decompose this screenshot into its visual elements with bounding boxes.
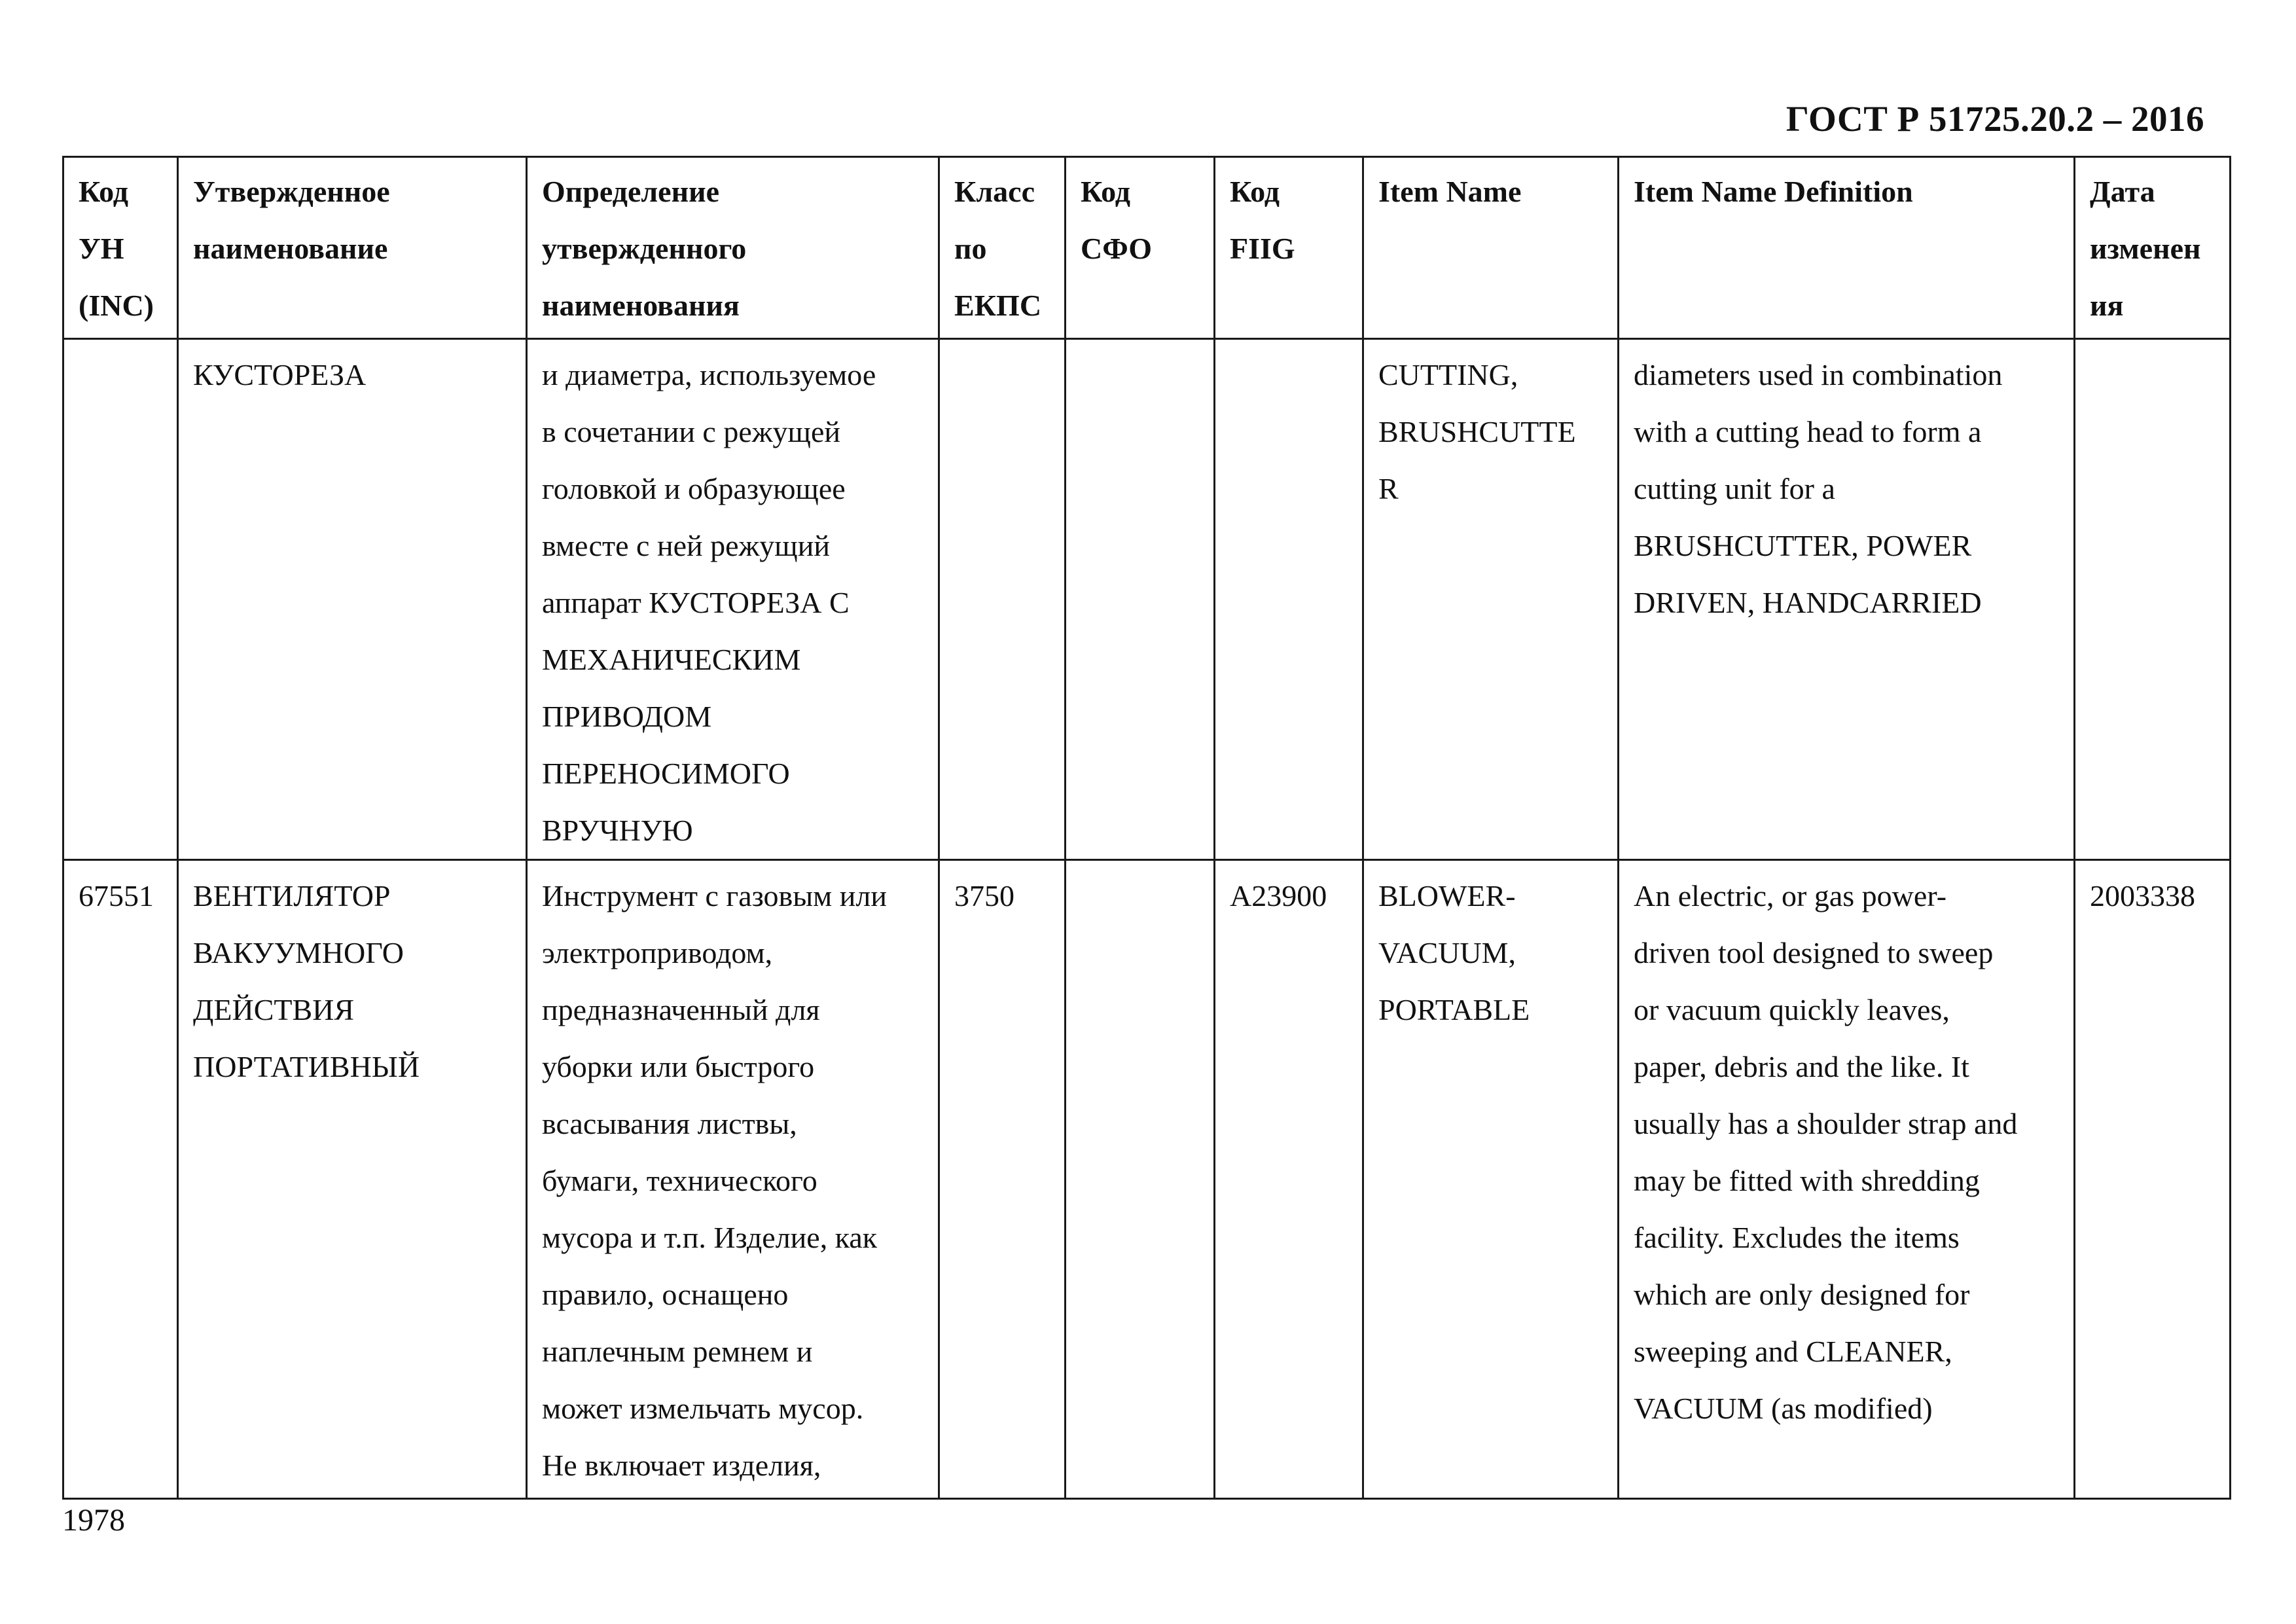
cell-approved-name: КУСТОРЕЗА	[178, 339, 527, 860]
cell-sfo-code	[1066, 860, 1215, 1499]
cell-item-name-definition: An electric, or gas power- driven tool designed to sweep or vacuum quickly leaves, paper, debris and the like. It usually has a shoulder strap and may be fitted with shredding facility. Excludes the items which are only designed for sweeping and CLEANER, VACUUM (as modified)	[1619, 860, 2075, 1499]
cell-inc	[63, 339, 178, 860]
cell-definition: и диаметра, используемое в сочетании с режущей головкой и образующее вместе с ней режущий аппарат КУСТОРЕЗА С МЕХАНИЧЕСКИМ ПРИВОДОМ ПЕРЕНОСИМОГО ВРУЧНУЮ	[527, 339, 939, 860]
page-number: 1978	[62, 1503, 125, 1538]
cell-sfo-code	[1066, 339, 1215, 860]
cell-item-name-definition: diameters used in combination with a cutting head to form a cutting unit for a BRUSHCUTTER, POWER DRIVEN, HANDCARRIED	[1619, 339, 2075, 860]
page-header: ГОСТ Р 51725.20.2 – 2016	[1785, 99, 2204, 139]
header-approved-name: Утвержденное наименование	[178, 157, 527, 339]
header-inc: Код УН (INC)	[63, 157, 178, 339]
cell-item-name: BLOWER- VACUUM, PORTABLE	[1363, 860, 1619, 1499]
header-definition: Определение утвержденного наименования	[527, 157, 939, 339]
cell-ekps-class: 3750	[939, 860, 1066, 1499]
table-row	[63, 339, 2231, 860]
cell-fiig-code	[1215, 339, 1363, 860]
cell-inc: 67551	[63, 860, 178, 1499]
header-sfo-code: Код СФО	[1066, 157, 1215, 339]
cell-ekps-class	[939, 339, 1066, 860]
catalog-table	[62, 156, 2231, 1500]
cell-change-date	[2075, 339, 2231, 860]
table-row	[63, 860, 2231, 1499]
cell-definition: Инструмент с газовым или электроприводом, предназначенный для уборки или быстрого всасывания листвы, бумаги, технического мусора и т.п. Изделие, как правило, оснащено наплечным ремнем и может измельчать мусор. Не включает изделия,	[527, 860, 939, 1499]
cell-approved-name: ВЕНТИЛЯТОР ВАКУУМНОГО ДЕЙСТВИЯ ПОРТАТИВНЫЙ	[178, 860, 527, 1499]
cell-change-date: 2003338	[2075, 860, 2231, 1499]
header-item-name-definition: Item Name Definition	[1619, 157, 2075, 339]
header-item-name: Item Name	[1363, 157, 1619, 339]
header-fiig-code: Код FIIG	[1215, 157, 1363, 339]
header-change-date: Дата изменен ия	[2075, 157, 2231, 339]
cell-item-name: CUTTING, BRUSHCUTTE R	[1363, 339, 1619, 860]
cell-fiig-code: A23900	[1215, 860, 1363, 1499]
table-header-row	[63, 157, 2231, 339]
header-ekps-class: Класс по ЕКПС	[939, 157, 1066, 339]
